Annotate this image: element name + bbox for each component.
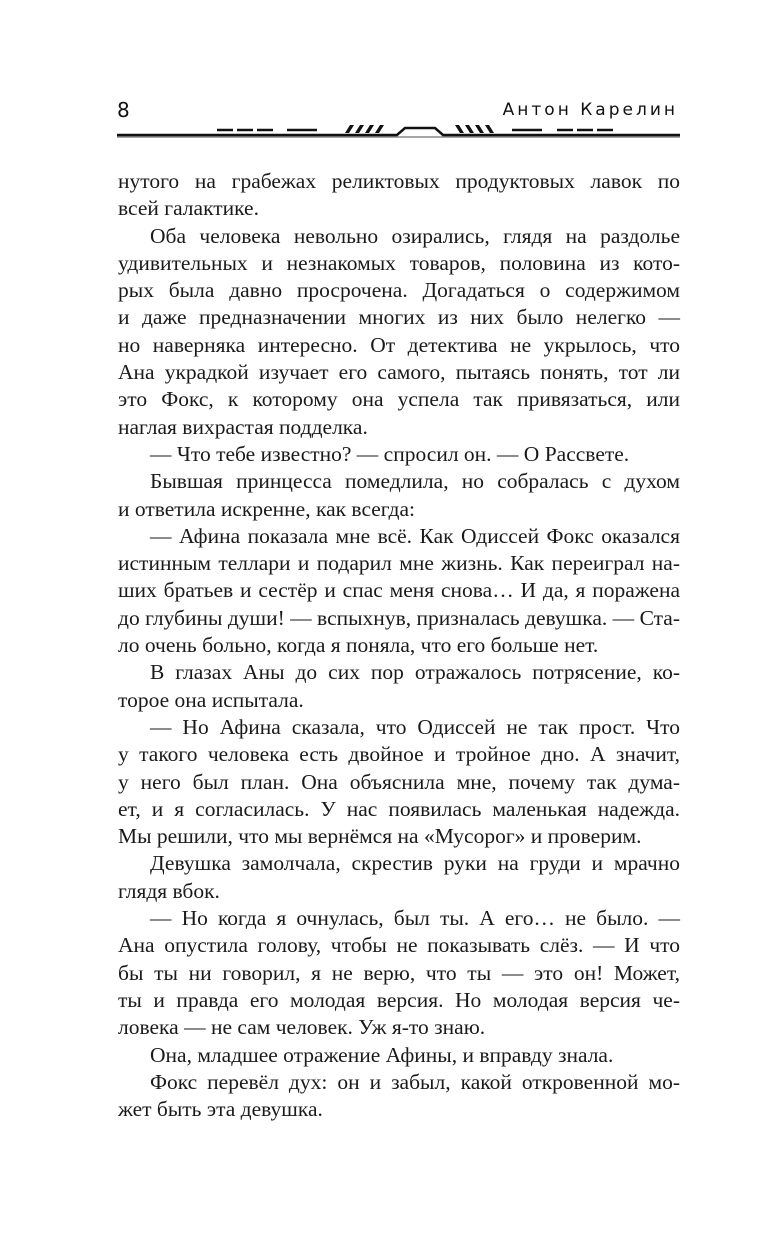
text-line: ло очень больно, когда я поняла, что его больше нет. (118, 633, 599, 658)
page-number: 8 (117, 98, 130, 122)
text-line: у него был план. Она объяснила мне, почему так дума- (118, 769, 680, 794)
text-line: Ана украдкой изучает его самого, пытаясь понять, тот ли (118, 360, 680, 385)
text-line: В глазах Аны до сих пор отражалось потрясение, ко- (150, 660, 680, 685)
text-line: и ответила искренне, как всегда: (118, 496, 416, 521)
header-ornament-rule (117, 122, 680, 138)
text-line: всей галактике. (118, 196, 259, 221)
text-line: Она, младшее отражение Афины, и вправду знала. (150, 1042, 614, 1067)
text-line: ловека — не сам человек. Уж я-то знаю. (118, 1015, 486, 1040)
text-line: ет, и я согласилась. У нас появилась маленькая надежда. (118, 796, 680, 821)
text-line: ших братьев и сестёр и спас меня снова… И да, я поражена (118, 578, 680, 603)
text-line: рых была давно просрочена. Догадаться о содержимом (118, 278, 680, 303)
text-line: нутого на грабежах реликтовых продуктовых лавок по (118, 169, 680, 193)
body-text (118, 168, 680, 1123)
text-line: глядя вбок. (118, 878, 220, 903)
text-line: жет быть эта девушка. (118, 1097, 323, 1122)
text-line: у такого человека есть двойное и тройное дно. А значит, (118, 742, 680, 767)
text-line: истинным теллари и подарил мне жизнь. Как переиграл на- (118, 551, 680, 576)
text-line: до глубины души! — вспыхнув, призналась девушка. — Ста- (118, 605, 680, 630)
text-line: ты и правда его молодая версия. Но молодая версия че- (118, 987, 680, 1012)
text-line: торое она испытала. (118, 687, 304, 712)
text-line: — Афина показала мне всё. Как Одиссей Фокс оказался (150, 523, 680, 548)
text-line: наглая вихрастая подделка. (118, 414, 368, 439)
text-line: Мы решили, что мы вернёмся на «Мусорог» и проверим. (118, 824, 642, 849)
text-line: это Фокс, к которому она успела так привязаться, или (118, 387, 680, 412)
text-line: и даже предназначении многих из них было нелегко — (118, 305, 680, 330)
text-line: бы ты ни говорил, я не верю, что ты — это он! Может, (118, 960, 680, 985)
text-line: Оба человека невольно озирались, глядя на раздолье (150, 223, 680, 248)
text-line: — Но когда я очнулась, был ты. А его… не было. — (150, 906, 680, 931)
text-line: — Что тебе известно? — спросил он. — О Рассвете. (150, 441, 630, 466)
text-line: Девушка замолчала, скрестив руки на груди и мрачно (150, 851, 680, 876)
text-line: Ана опустила голову, чтобы не показывать слёз. — И что (118, 933, 680, 958)
text-line: Бывшая принцесса помедлила, но собралась с духом (150, 469, 680, 494)
text-line: но наверняка интересно. От детектива не укрылось, что (118, 332, 680, 357)
text-line: Фокс перевёл дух: он и забыл, какой откровенной мо- (150, 1069, 680, 1094)
text-line: — Но Афина сказала, что Одиссей не так прост. Что (150, 714, 680, 739)
running-header-author: Антон Карелин (502, 100, 678, 120)
text-line: удивительных и незнакомых товаров, половина из кото- (118, 250, 680, 275)
